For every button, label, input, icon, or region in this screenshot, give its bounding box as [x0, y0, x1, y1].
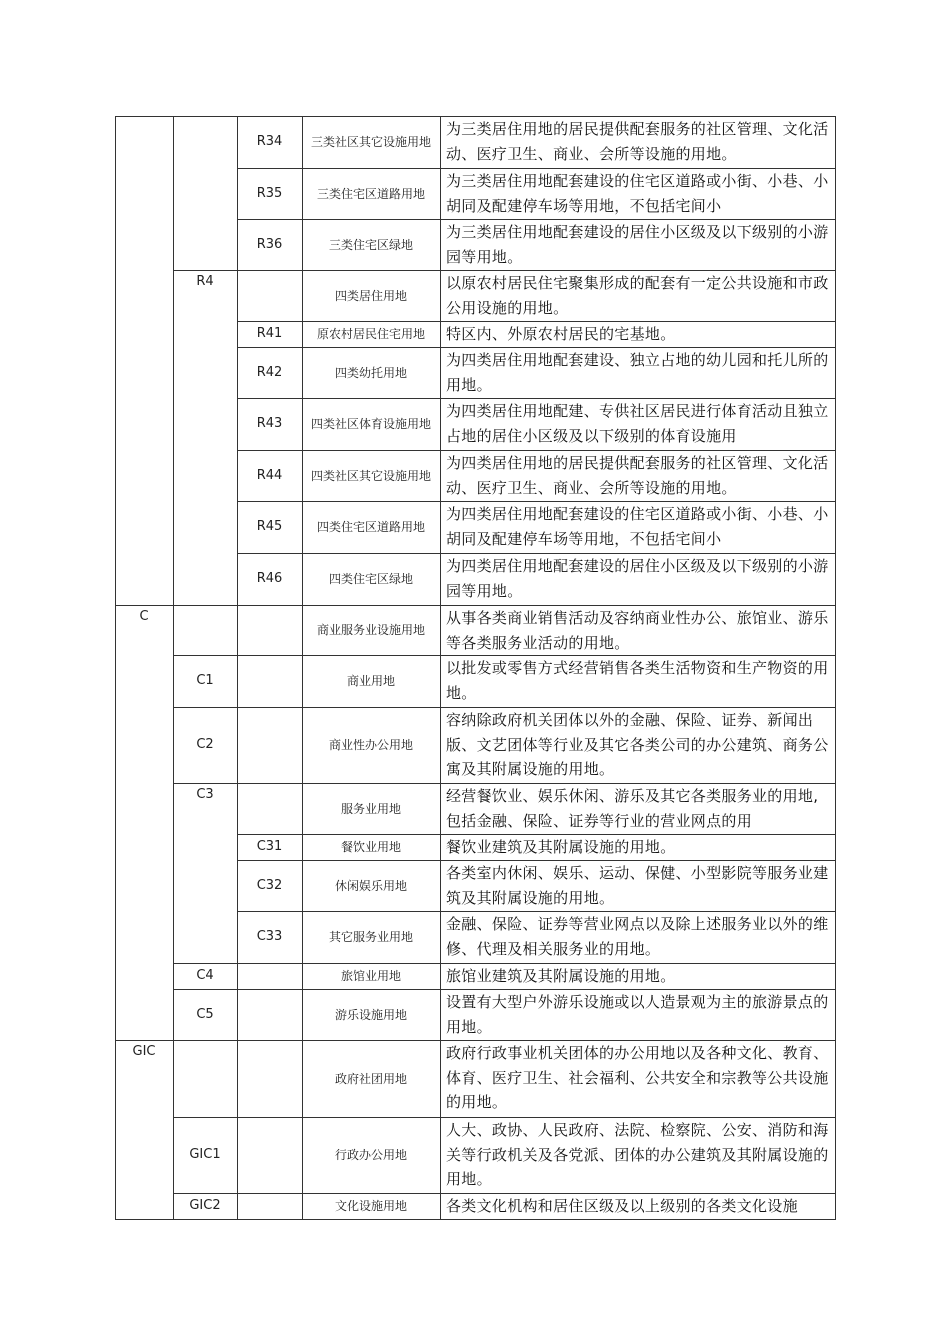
- subsubclass-code: R46: [256, 571, 283, 586]
- land-use-description: 为三类居住用地配套建设的住宅区道路或小街、小巷、小胡同及配建停车场等用地，不包括宅间小: [446, 172, 829, 215]
- land-use-description: 经营餐饮业、娱乐休闲、游乐及其它各类服务业的用地,包括金融、保险、证券等行业的营业网点的用: [446, 787, 819, 830]
- land-use-name: 政府社团用地: [334, 1071, 407, 1086]
- table-column-border: [440, 116, 441, 1219]
- class-code: C: [139, 609, 149, 624]
- land-use-description: 容纳除政府机关团体以外的金融、保险、证券、新闻出版、文艺团体等行业及其它各类公司的办公建筑、商务公寓及其附属设施的用地。: [446, 711, 829, 778]
- land-use-name: 商业服务业设施用地: [316, 623, 425, 637]
- table-row-border: [115, 1219, 836, 1220]
- land-use-name: 游乐设施用地: [334, 1007, 407, 1022]
- land-use-name: 三类住宅区道路用地: [316, 186, 425, 201]
- land-use-description: 为三类居住用地配套建设的居住小区级及以下级别的小游园等用地。: [446, 223, 829, 266]
- land-use-description: 设置有大型户外游乐设施或以人造景观为主的旅游景点的用地。: [446, 993, 829, 1036]
- subsubclass-code: R45: [256, 519, 283, 534]
- land-use-description: 为四类居住用地配建、专供社区居民进行体育活动且独立占地的居住小区级及以下级别的体育设施用: [446, 402, 829, 445]
- subsubclass-code: C32: [256, 878, 283, 893]
- land-use-name: 四类社区体育设施用地: [310, 417, 431, 431]
- land-use-description: 餐饮业建筑及其附属设施的用地。: [446, 838, 676, 856]
- land-use-description: 各类室内休闲、娱乐、运动、保健、小型影院等服务业建筑及其附属设施的用地。: [446, 864, 829, 907]
- subsubclass-code: R44: [256, 468, 283, 483]
- land-use-name: 文化设施用地: [334, 1199, 407, 1213]
- land-use-description: 为三类居住用地的居民提供配套服务的社区管理、文化活动、医疗卫生、商业、会所等设施的用地。: [446, 120, 829, 163]
- land-use-name: 行政办公用地: [334, 1148, 407, 1162]
- land-use-description: 人大、政协、人民政府、法院、检察院、公安、消防和海关等行政机关及各党派、团体的办公建筑及其附属设施的用地。: [446, 1121, 829, 1188]
- subsubclass-code: R36: [256, 237, 283, 252]
- subsubclass-code: R35: [256, 186, 283, 201]
- table-column-border: [835, 116, 836, 1219]
- subsubclass-code: R42: [256, 365, 283, 380]
- land-use-name: 三类住宅区绿地: [328, 237, 413, 252]
- subsubclass-code: R41: [256, 326, 283, 341]
- subclass-code: C3: [196, 787, 214, 802]
- subsubclass-code: R34: [256, 134, 283, 149]
- land-use-name: 三类社区其它设施用地: [310, 135, 431, 149]
- land-use-name: 其它服务业用地: [328, 930, 413, 944]
- land-use-name: 休闲娱乐用地: [334, 878, 407, 893]
- land-use-name: 服务业用地: [340, 801, 401, 816]
- land-use-description: 以原农村居民住宅聚集形成的配套有一定公共设施和市政公用设施的用地。: [446, 274, 829, 317]
- subclass-code: C4: [196, 968, 214, 983]
- table-column-border: [302, 116, 303, 1219]
- land-use-name: 四类居住用地: [334, 288, 407, 303]
- land-use-name: 四类幼托用地: [334, 365, 407, 380]
- land-use-name: 旅馆业用地: [340, 969, 401, 983]
- subclass-code: GIC2: [189, 1198, 221, 1213]
- land-use-description: 各类文化机构和居住区级及以上级别的各类文化设施: [446, 1197, 798, 1215]
- table-column-border: [237, 116, 238, 1219]
- land-use-name: 原农村居民住宅用地: [316, 327, 425, 341]
- land-use-description: 以批发或零售方式经营销售各类生活物资和生产物资的用地。: [446, 659, 829, 702]
- land-use-name: 商业用地: [346, 674, 395, 688]
- land-use-description: 政府行政事业机关团体的办公用地以及各种文化、教育、体育、医疗卫生、社会福利、公共安全和宗教等公共设施的用地。: [446, 1044, 829, 1111]
- land-use-name: 商业性办公用地: [328, 738, 413, 752]
- land-use-description: 金融、保险、证券等营业网点以及除上述服务业以外的维修、代理及相关服务业的用地。: [446, 915, 829, 958]
- land-use-name: 餐饮业用地: [340, 840, 401, 854]
- land-use-description: 特区内、外原农村居民的宅基地。: [446, 325, 676, 343]
- land-use-description: 为四类居住用地的居民提供配套服务的社区管理、文化活动、医疗卫生、商业、会所等设施的用地。: [446, 454, 829, 497]
- land-use-name: 四类住宅区绿地: [328, 572, 413, 586]
- subsubclass-code: C31: [256, 839, 283, 854]
- land-use-description: 为四类居住用地配套建设的居住小区级及以下级别的小游园等用地。: [446, 557, 829, 600]
- land-use-description: 从事各类商业销售活动及容纳商业性办公、旅馆业、游乐等各类服务业活动的用地。: [446, 609, 829, 652]
- land-use-name: 四类住宅区道路用地: [316, 520, 425, 534]
- subclass-code: C5: [196, 1007, 214, 1022]
- subclass-code: C2: [196, 737, 214, 752]
- subclass-code: GIC1: [189, 1147, 221, 1162]
- land-use-description: 旅馆业建筑及其附属设施的用地。: [446, 967, 676, 985]
- subsubclass-code: C33: [256, 929, 283, 944]
- subsubclass-code: R43: [256, 416, 283, 431]
- class-code: GIC: [132, 1044, 156, 1059]
- land-use-name: 四类社区其它设施用地: [310, 468, 431, 483]
- subclass-code: R4: [196, 274, 214, 289]
- land-use-description: 为四类居住用地配套建设的住宅区道路或小街、小巷、小胡同及配建停车场等用地，不包括宅间小: [446, 505, 829, 548]
- subclass-code: C1: [196, 673, 214, 688]
- land-use-description: 为四类居住用地配套建设、独立占地的幼儿园和托儿所的用地。: [446, 351, 829, 394]
